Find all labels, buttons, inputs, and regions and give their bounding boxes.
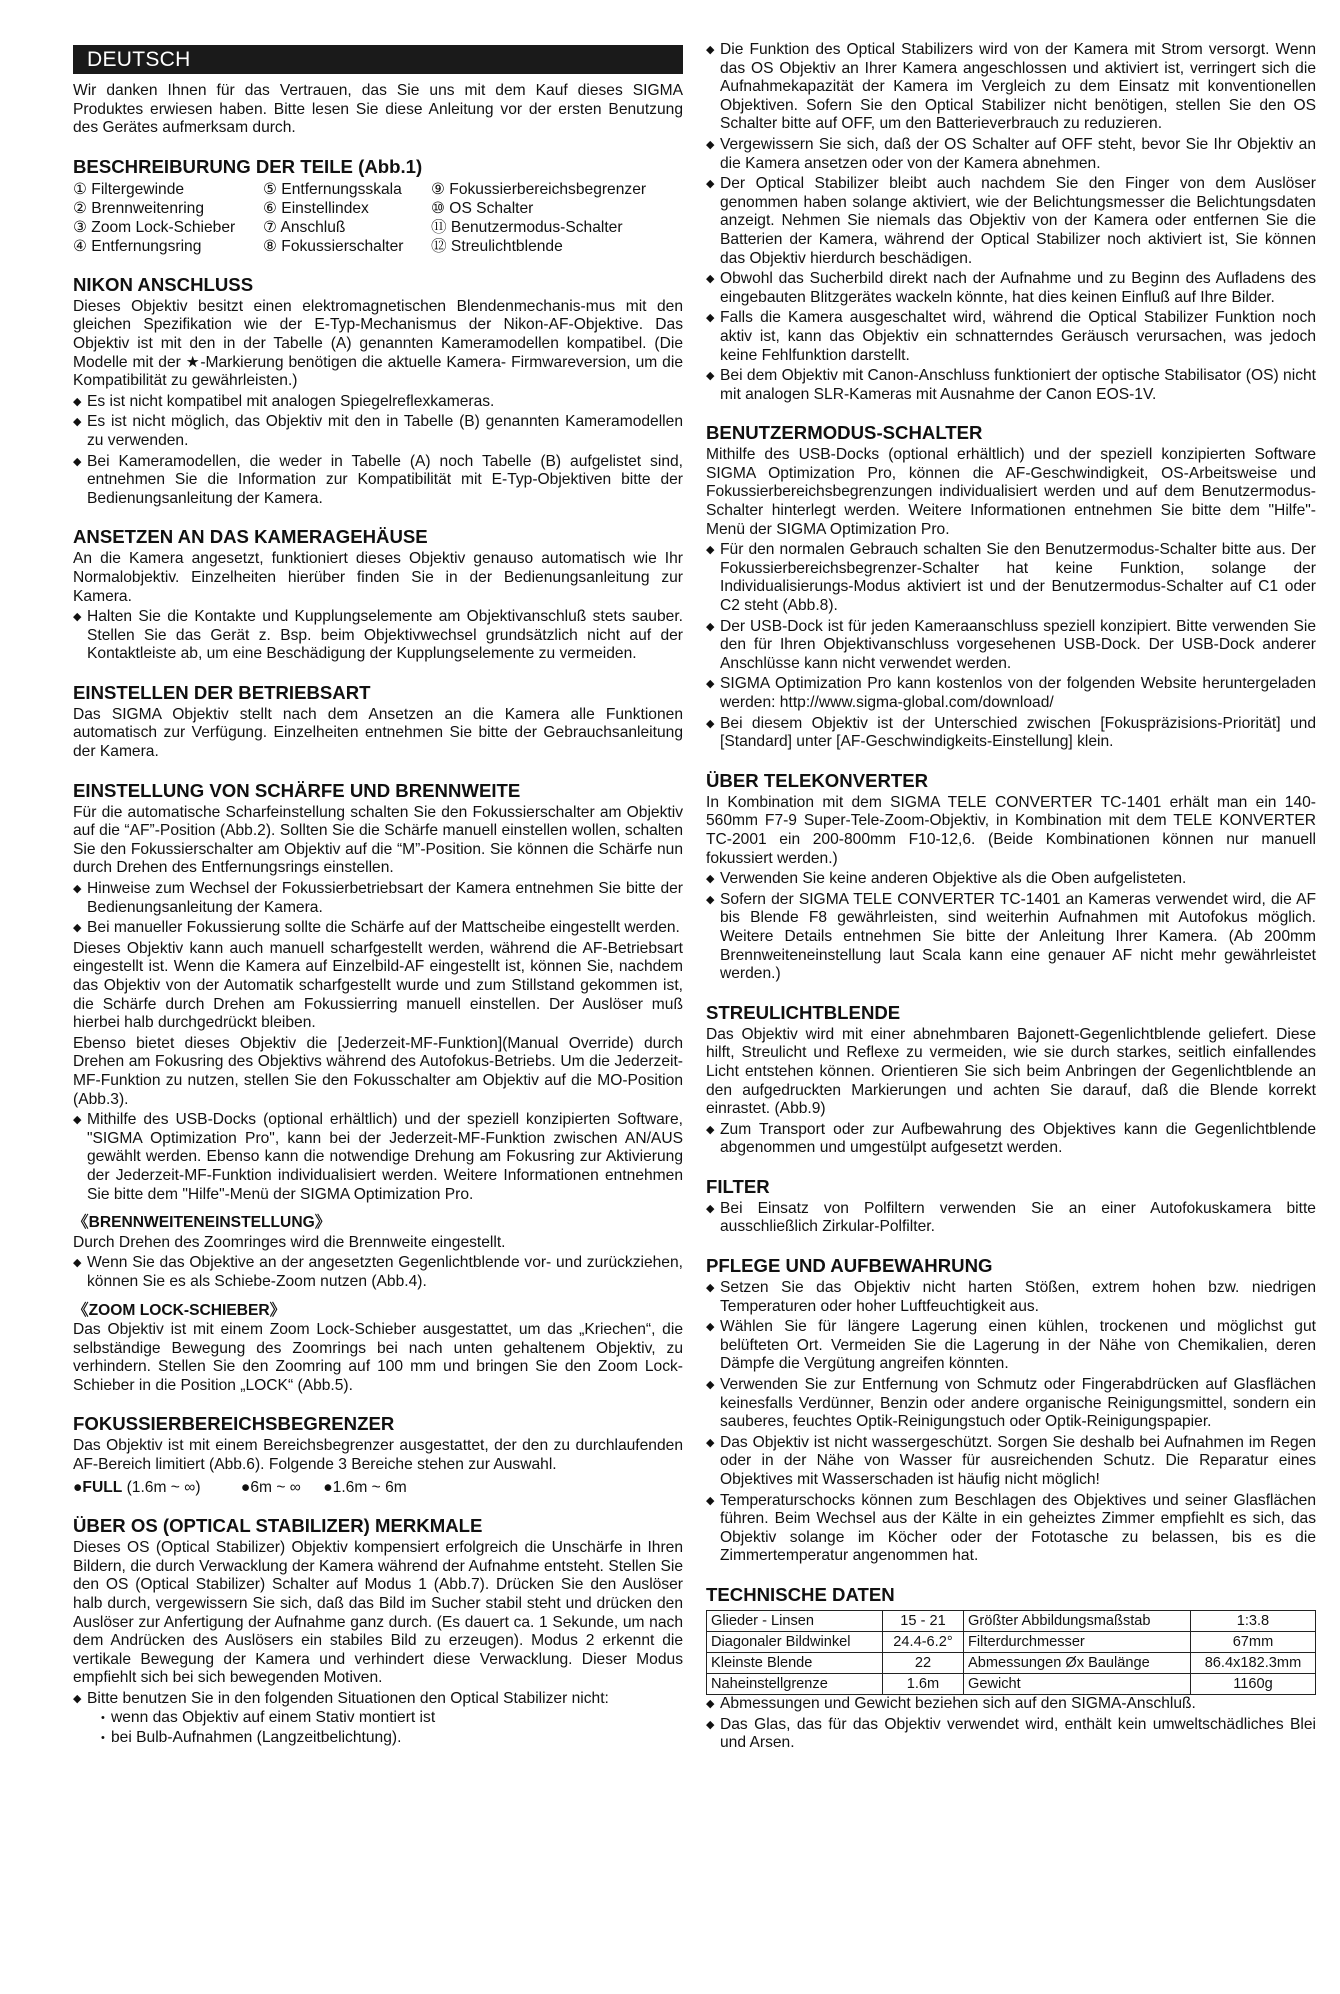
list-item: ◆ Sofern der SIGMA TELE CONVERTER TC-1401 an Kameras verwendet wird, die AF bis Blende F8 gewährleisten, sind weiterhin Aufnahmen mit Autofokus möglich. Weitere Details entnehmen Sie bitte der Anleitung Ihrer Kamera. (Ab 200mm Brennweiteneinstellung laut Scala kann eine genauer AF nicht mehr gewährleistet werden.)	[706, 891, 1316, 984]
os-sub-bullets	[101, 1709, 683, 1748]
os-bullets-left	[73, 1690, 683, 1748]
section-heading-zoom: 《BRENNWEITENEINSTELLUNG》	[73, 1214, 331, 1232]
part-item: ⑦ Anschluß	[263, 218, 346, 236]
section-heading-focus: EINSTELLUNG VON SCHÄRFE UND BRENNWEITE	[73, 779, 521, 801]
section-heading-os: ÜBER OS (OPTICAL STABILIZER) MERKMALE	[73, 1515, 483, 1537]
mount-bullets	[73, 608, 683, 664]
list-item: ◆ Bei Einsatz von Polfiltern verwenden Sie an einer Autofokuskamera bitte ausschließlich Zirkular-Polfilter.	[706, 1200, 1316, 1237]
range-full-value: (1.6m ~ ∞)	[126, 1478, 201, 1496]
part-item: ⑨ Fokussierbereichsbegrenzer	[431, 180, 647, 198]
hood-bullets	[706, 1121, 1316, 1158]
sub-list-item: • wenn das Objektiv auf einem Stativ montiert ist	[101, 1709, 683, 1728]
focus-bullets-2	[73, 1111, 683, 1204]
zoom-text: Durch Drehen des Zoomringes wird die Brennweite eingestellt.	[73, 1233, 506, 1251]
part-item: ⑩ OS Schalter	[431, 199, 534, 217]
list-item: ◆ Wählen Sie für längere Lagerung einen kühlen, trockenen und möglichst gut belüfteten Ort. Vermeiden Sie die Lagerung in der Nähe von Chemikalien, deren Dämpfe die Vergütung angreifen könnten.	[706, 1318, 1316, 1374]
spec-value: 22	[882, 1652, 963, 1673]
list-item: ◆ Vergewissern Sie sich, daß der OS Schalter auf OFF steht, bevor Sie Ihr Objektiv an die Kamera ansetzen oder von der Kamera abnehmen.	[706, 136, 1316, 173]
list-item: ◆ Es ist nicht möglich, das Objektiv mit den in Tabelle (B) genannten Kameramodellen zu verwenden.	[73, 413, 683, 450]
section-heading-nikon: NIKON ANSCHLUSS	[73, 273, 254, 295]
list-item: ◆ Falls die Kamera ausgeschaltet wird, während die Optical Stabilizer Funktion noch aktiv ist, kann das Objektiv ein schnatterndes Geräusch verursachen, was jedoch keine Fehlfunktion darstellt.	[706, 309, 1316, 365]
table-row	[707, 1631, 1316, 1652]
section-heading-mode: EINSTELLEN DER BETRIEBSART	[73, 681, 371, 703]
section-heading-care: PFLEGE UND AUFBEWAHRUNG	[706, 1255, 993, 1277]
mount-text: An die Kamera angesetzt, funktioniert dieses Objektiv genauso automatisch wie Ihr Normalobjektiv. Einzelheiten hierüber finden Sie in der Bedienungsanleitung zur Kamera.	[73, 550, 683, 605]
list-item: ◆ Es ist nicht kompatibel mit analogen Spiegelreflexkameras.	[73, 393, 683, 412]
section-heading-tele: ÜBER TELEKONVERTER	[706, 769, 929, 791]
spec-label: Glieder - Linsen	[707, 1610, 883, 1631]
spec-value: 86.4x182.3mm	[1190, 1652, 1315, 1673]
mode-text: Das SIGMA Objektiv stellt nach dem Ansetzen an die Kamera alle Funktionen automatisch zur Verfügung. Einzelheiten entnehmen Sie bitte der Gebrauchsanleitung der Kamera.	[73, 705, 683, 761]
spec-label: Größter Abbildungsmaßstab	[964, 1610, 1191, 1631]
section-heading-hood: STREULICHTBLENDE	[706, 1001, 901, 1023]
list-item	[73, 1690, 683, 1748]
list-item: ◆ Bei dem Objektiv mit Canon-Anschluss funktioniert der optische Stabilisator (OS) nicht mit analogen SLR-Kameras mit Ausnahme der Canon EOS-1V.	[706, 367, 1316, 404]
list-item: ◆ Verwenden Sie zur Entfernung von Schmutz oder Fingerabdrücken auf Glasflächen keinesfalls Verdünner, Benzin oder andere organische Reinigungsmittel, sondern ein sauberes, feuchtes Optik-Reinigungstuch oder Optik-Reinigungspapier.	[706, 1376, 1316, 1432]
spec-label: Gewicht	[964, 1673, 1191, 1694]
part-item: ⑤ Entfernungsskala	[263, 180, 402, 198]
os-bullets-right	[706, 41, 1316, 404]
zoomlock-text: Das Objektiv ist mit einem Zoom Lock-Schieber ausgestattet, um das „Kriechen“, die selbständige Bewegung des Zoomrings bei nach unten gehaltenem Objektiv, zu verhindern. Stellen Sie den Zoomring auf 100 mm und bringen Sie den Zoom Lock-Schieber in die Position „LOCK“ (Abb.5).	[73, 1321, 683, 1394]
range-1-6m-6m: ●1.6m ~ 6m	[323, 1478, 407, 1496]
part-item: ① Filtergewinde	[73, 180, 185, 198]
list-item: ◆ Der Optical Stabilizer bleibt auch nachdem Sie den Finger von dem Auslöser genommen haben solange aktiviert, wie der Belichtungsmesser die Belichtungsdaten anzeigt. Nehmen Sie niemals das Objektiv von der Kamera oder entfernen Sie die Batterien der Kamera, während der Optical Stabilizer noch aktiviert ist, Sie können das Objektiv hierdurch beschädigen.	[706, 175, 1316, 268]
care-bullets	[706, 1279, 1316, 1566]
spec-label: Filterdurchmesser	[964, 1631, 1191, 1652]
sub-list-item: • bei Bulb-Aufnahmen (Langzeitbelichtung).	[101, 1729, 683, 1748]
custom-text: Mithilfe des USB-Docks (optional erhältlich) und der speziell konzipierten Software SIGMA Optimization Pro, können die AF-Geschwindigkeit, OS-Arbeitsweise und Fokussierbereichsbegrenzungen individualisiert werden und auf dem Benutzermodus-Schalter hinterlegt werden. Weitere Informationen entnehmen Sie bitte dem "Hilfe"-Menü der SIGMA Optimization Pro.	[706, 446, 1316, 538]
part-item: ⑥ Einstellindex	[263, 199, 369, 217]
table-row	[707, 1673, 1316, 1694]
list-item: ◆ Setzen Sie das Objektiv nicht harten Stößen, extrem hohen bzw. niedrigen Temperaturen oder hoher Luftfeuchtigkeit aus.	[706, 1279, 1316, 1316]
list-item: ◆ Bei manueller Fokussierung sollte die Schärfe auf der Mattscheibe eingestellt werden.	[73, 919, 683, 938]
section-heading-limiter: FOKUSSIERBEREICHSBEGRENZER	[73, 1413, 395, 1435]
os-text: Dieses OS (Optical Stabilizer) Objektiv kompensiert erfolgreich die Unschärfe in Ihren Bildern, die durch Verwacklung der Kamera während der Aufnahme entsteht. Stellen Sie den OS (Optical Stabilizer) Schalter auf Modus 1 (Abb.7). Drücken Sie den Auslöser halb durch, vergewissern Sie sich, daß das Bild im Sucher stabil steht und drücken den Auslöser zur Anfertigung der Aufnahme ganz durch. (Es dauert ca. 1 Sekunde, um nach dem Andrücken des Auslösers ein stabiles Bild zu erzeugen). Modus 2 erkennt die vertikale Bewegung der Kamera und verhindert diese Verwacklung. Dieser Modus empfiehlt sich bei sich bewegenden Motiven.	[73, 1539, 683, 1687]
spec-label: Abmessungen Øx Baulänge	[964, 1652, 1191, 1673]
part-item: ⑫ Streulichtblende	[431, 237, 563, 255]
hood-text: Das Objektiv wird mit einer abnehmbaren Bajonett-Gegenlichtblende geliefert. Diese hilft, Streulicht und Reflexe zu vermeiden, wie sie durch starkes, seitlich einfallendes Licht entstehen können. Orientieren Sie sich beim Anbringen der Gegenlichtblende an den aufgedruckten Markierungen und achten Sie darauf, daß die Blende korrekt einrastet. (Abb.9)	[706, 1025, 1316, 1118]
nikon-text: Dieses Objektiv besitzt einen elektromagnetischen Blendenmechanis-mus mit den gleichen Spezifikation wie der E-Typ-Mechanismus der Nikon-AF-Objektive. Das Objektiv ist mit den in der Tabelle (A) genannten Kameramodellen kompatibel. (Die Modelle mit der ★-Markierung benötigen die aktuelle Kamera- Firmwareversion, um die Kompatibilität zu gewährleisten.)	[73, 297, 683, 390]
spec-label: Kleinste Blende	[707, 1652, 883, 1673]
list-item: ◆ Verwenden Sie keine anderen Objektive als die Oben aufgelisteten.	[706, 870, 1316, 889]
tele-text: In Kombination mit dem SIGMA TELE CONVERTER TC-1401 erhält man ein 140-560mm F7-9 Super-Tele-Zoom-Objektiv, in Kombination mit dem TELE KONVERTER TC-2001 ein 200-800mm F10-12,6. (Beide Kombinationen können nur manuell fokussiert werden.)	[706, 793, 1316, 867]
section-heading-custom: BENUTZERMODUS-SCHALTER	[706, 422, 983, 444]
focus-text-1: Für die automatische Scharfeinstellung schalten Sie den Fokussierschalter am Objektiv auf die “AF”-Position (Abb.2). Sollten Sie die Schärfe manuell einstellen wollen, schalten Sie den Fokussierschalter am Objektiv auf die “M”-Position. Sie können die Schärfe nun durch Drehen des Entfernungsrings einstellen.	[73, 803, 683, 877]
list-item: ◆ Der USB-Dock ist für jeden Kameraanschluss speziell konzipiert. Bitte verwenden Sie den für Ihren Objektivanschluss vorgesehenen USB-Dock. Der USB-Dock anderer Anschlüsse kann nicht verwendet werden.	[706, 618, 1316, 674]
right-column	[706, 41, 1316, 1755]
part-item: ③ Zoom Lock-Schieber	[73, 218, 236, 236]
list-item: ◆ Obwohl das Sucherbild direkt nach der Aufnahme und zu Beginn des Aufladens des eingebauten Blitzgerätes wackeln könnte, hat dies keinen Einfluß auf Ihre Bilder.	[706, 270, 1316, 307]
spec-value: 15 - 21	[882, 1610, 963, 1631]
filter-bullets	[706, 1200, 1316, 1237]
list-item: ◆ Zum Transport oder zur Aufbewahrung des Objektives kann die Gegenlichtblende abgenommen und umgestülpt aufgesetzt werden.	[706, 1121, 1316, 1158]
specs-table	[706, 1610, 1316, 1695]
list-item: ◆ Hinweise zum Wechsel der Fokussierbetriebsart der Kamera entnehmen Sie bitte der Bedienungsanleitung der Kamera.	[73, 880, 683, 917]
nikon-bullets	[73, 393, 683, 509]
list-item: ◆ Bei Kameramodellen, die weder in Tabelle (A) noch Tabelle (B) aufgelistet sind, entnehmen Sie die Information zur Kompatibilität mit E-Typ-Objektiven bitte der Bedienungsanleitung der Kamera.	[73, 453, 683, 509]
list-item: ◆ Das Glas, das für das Objektiv verwendet wird, enthält kein umweltschädliches Blei und Arsen.	[706, 1716, 1316, 1753]
focus-text-2: Dieses Objektiv kann auch manuell scharfgestellt werden, während die AF-Betriebsart eingestellt ist. Wenn die Kamera auf Einzelbild-AF eingestellt ist, können Sie, nachdem das Objektiv von der Automatik scharfgestellt wurde und zum Stillstand gekommen ist, die Schärfe durch Drehen am Fokussierring manuell einstellen. Der Auslöser muß hierbei halb durchgedrückt bleiben.	[73, 939, 683, 1032]
range-6m-inf: ●6m ~ ∞	[240, 1478, 301, 1496]
section-heading-zoomlock: 《ZOOM LOCK-SCHIEBER》	[73, 1301, 286, 1319]
language-banner: DEUTSCH	[73, 45, 683, 74]
spec-value: 67mm	[1190, 1631, 1315, 1652]
intro-text: Wir danken Ihnen für das Vertrauen, das Sie uns mit dem Kauf dieses SIGMA Produktes erwiesen haben. Bitte lesen Sie diese Anleitung vor der ersten Benutzung des Gerätes aufmerksam durch.	[73, 82, 683, 137]
spec-value: 1160g	[1190, 1673, 1315, 1694]
focus-text-3: Ebenso bietet dieses Objektiv die [Jederzeit-MF-Funktion](Manual Override) durch Drehen am Fokusring des Objektivs während des Autofokus-Betriebs. Um die Jederzeit-MF-Funktion zu nutzen, stellen Sie den Fokusschalter am Objektiv auf die MO-Position (Abb.3).	[73, 1034, 683, 1108]
list-item: ◆ Bei diesem Objektiv ist der Unterschied zwischen [Fokuspräzisions-Priorität] und [Standard] unter [AF-Geschwindigkeits-Einstellung] klein.	[706, 715, 1316, 752]
limiter-text: Das Objektiv ist mit einem Bereichsbegrenzer ausgestattet, der den zu durchlaufenden AF-Bereich limitiert (Abb.6). Folgende 3 Bereiche stehen zur Auswahl.	[73, 1437, 683, 1474]
range-full	[73, 1479, 219, 1496]
focus-bullets-1	[73, 880, 683, 938]
spec-value: 1:3.8	[1190, 1610, 1315, 1631]
part-item: ② Brennweitenring	[73, 199, 205, 217]
section-heading-mount: ANSETZEN AN DAS KAMERAGEHÄUSE	[73, 526, 428, 548]
list-item: ◆ Das Objektiv ist nicht wassergeschützt. Sorgen Sie deshalb bei Aufnahmen im Regen oder in der Nähe von Wasser für ausreichenden Schutz. Die Reparatur eines Objektives mit Wasserschaden ist häufig nicht möglich!	[706, 1434, 1316, 1490]
list-item: ◆ Wenn Sie das Objektive an der angesetzten Gegenlichtblende vor- und zurückziehen, können Sie es als Schiebe-Zoom nutzen (Abb.4).	[73, 1254, 683, 1291]
specs-bullets	[706, 1695, 1316, 1753]
list-item: ◆ Halten Sie die Kontakte und Kupplungselemente am Objektivanschluß stets sauber. Stellen Sie das Gerät z. Bsp. beim Objektivwechsel grundsätzlich nicht auf der Kontaktleiste ab, um eine Beschädigung der Kupplungselemente zu vermeiden.	[73, 608, 683, 664]
list-item: ◆ Temperaturschocks können zum Beschlagen des Objektives und seiner Glasflächen führen. Beim Wechsel aus der Kälte in ein geheiztes Zimmer empfiehlt es sich, das Objektiv solange im Köcher oder der Fototasche zu belassen, bis es die Zimmertemperatur angenommen hat.	[706, 1492, 1316, 1566]
spec-value: 1.6m	[882, 1673, 963, 1694]
parts-list	[73, 180, 683, 256]
section-heading-specs: TECHNISCHE DATEN	[706, 1583, 895, 1605]
os-bullet-intro: Bitte benutzen Sie in den folgenden Situationen den Optical Stabilizer nicht:	[87, 1690, 609, 1707]
range-full-label: ●FULL	[73, 1478, 123, 1496]
zoom-bullets	[73, 1254, 683, 1291]
list-item: ◆ Die Funktion des Optical Stabilizers wird von der Kamera mit Strom versorgt. Wenn das OS Objektiv an Ihrer Kamera angeschlossen und aktiviert ist, verringert sich die Aufnahmekapazität der Kamera im Vergleich zu dem Einsatz mit konventionellen Objektiven. Sofern Sie den Optical Stabilizer nicht benötigen, stellen Sie den OS Schalter bitte auf OFF, um den Batterieverbrauch zu reduzieren.	[706, 41, 1316, 134]
custom-bullets	[706, 541, 1316, 752]
part-item: ④ Entfernungsring	[73, 237, 202, 255]
list-item: ◆ SIGMA Optimization Pro kann kostenlos von der folgenden Website heruntergeladen werden: http://www.sigma-global.com/download/	[706, 675, 1316, 712]
part-item: ⑧ Fokussierschalter	[263, 237, 404, 255]
limiter-ranges	[73, 1479, 683, 1498]
table-row	[707, 1610, 1316, 1631]
tele-bullets	[706, 870, 1316, 984]
part-item: ⑪ Benutzermodus-Schalter	[431, 218, 623, 236]
table-row	[707, 1652, 1316, 1673]
list-item: ◆ Mithilfe des USB-Docks (optional erhältlich) und der speziell konzipierten Software, "SIGMA Optimization Pro", kann bei der Jederzeit-MF-Funktion zwischen AN/AUS gewählt werden. Ebenso kann die notwendige Drehung am Fokusring zur Aktivierung der Jederzeit-MF-Funktion individualisiert werden. Weitere Informationen entnehmen Sie bitte dem "Hilfe"-Menü der SIGMA Optimization Pro.	[73, 1111, 683, 1204]
section-heading-parts: BESCHREIBURUNG DER TEILE (Abb.1)	[73, 155, 423, 177]
spec-label: Naheinstellgrenze	[707, 1673, 883, 1694]
section-heading-filter: FILTER	[706, 1175, 770, 1197]
list-item: ◆ Abmessungen und Gewicht beziehen sich auf den SIGMA-Anschluß.	[706, 1695, 1316, 1714]
list-item: ◆ Für den normalen Gebrauch schalten Sie den Benutzermodus-Schalter bitte aus. Der Fokussierbereichsbegrenzer-Schalter hat keine Funktion, solange der Individualisierungs-Modus aktiviert ist und der Benutzermodus-Schalter auf C1 oder C2 steht (Abb.8).	[706, 541, 1316, 615]
spec-value: 24.4-6.2°	[882, 1631, 963, 1652]
spec-label: Diagonaler Bildwinkel	[707, 1631, 883, 1652]
left-column	[73, 45, 683, 1750]
